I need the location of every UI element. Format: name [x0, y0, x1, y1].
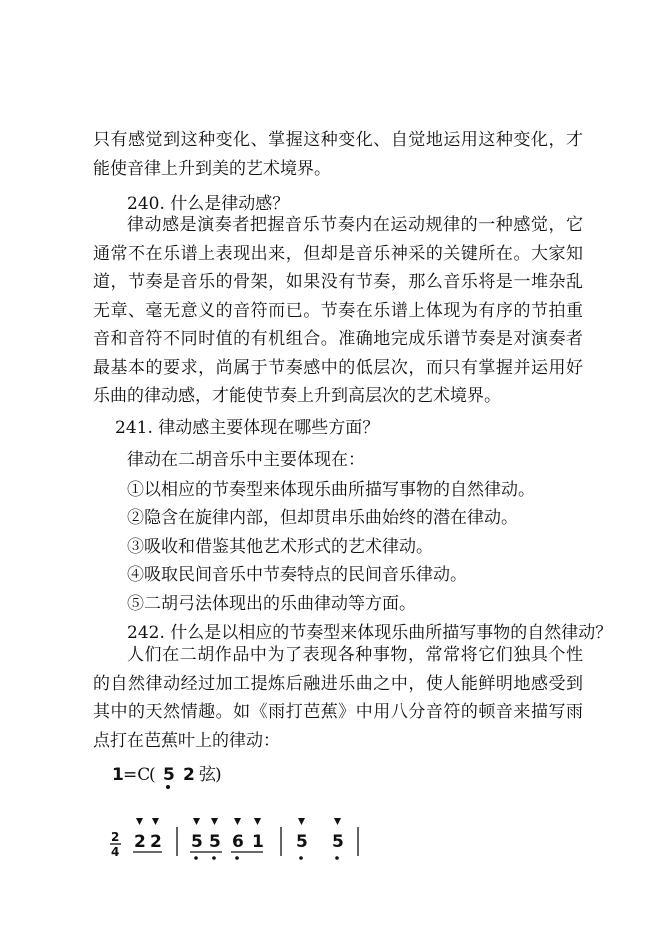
low-octave-dot: [335, 856, 339, 860]
key-string-note-2: 2: [183, 765, 195, 785]
list-item: ⑤二胡弓法体现出的乐曲律动等方面。: [127, 594, 416, 614]
low-octave-dot: [235, 856, 239, 860]
question-240: 240. 什么是律动感？: [127, 194, 290, 214]
time-signature: [110, 830, 121, 859]
key-equals-c: =C: [123, 765, 151, 785]
time-signature-bottom: 4: [111, 845, 120, 859]
note: 2: [134, 832, 146, 852]
note: 5: [296, 832, 308, 852]
key-do: 1: [112, 765, 124, 785]
note: 1: [252, 832, 264, 852]
note: 5: [191, 832, 203, 852]
measure-2: [190, 818, 264, 860]
measure-1: [133, 818, 162, 852]
question-241: 241. 律动感主要体现在哪些方面？: [115, 418, 380, 438]
answer-240-paragraph: 律动感是演奏者把握音乐节奏内在运动规律的一种感觉，它通常不在乐谱上表现出来，但却是音乐神采的关键所在。大家知道，节奏是音乐的骨架，如果没有节奏，那么音乐将是一堆杂乱无章、毫无意义的音符而已。节奏在乐谱上体现为有序的节拍重音和音符不同时值的有机组合。准确地完成乐谱节奏是对演奏者最基本的要求，尚属于节奏感中的低层次，而只有掌握并运用好乐曲的律动感，才能使节奏上升到高层次的艺术境界。: [93, 215, 583, 406]
key-close-paren: ): [215, 765, 222, 785]
staccato-mark: [234, 818, 241, 825]
low-octave-dot: [166, 785, 170, 789]
intro-paragraph: 只有感觉到这种变化、掌握这种变化、自觉地运用这种变化，才能使音律上升到美的艺术境界。: [93, 130, 583, 179]
key-string-note-5: 5: [163, 765, 175, 785]
key-open-paren: (: [149, 765, 156, 785]
key-string-label: 弦: [199, 765, 216, 785]
staccato-mark: [334, 818, 341, 825]
time-signature-top: 2: [111, 830, 120, 844]
low-octave-dot: [212, 856, 216, 860]
list-item: ①以相应的节奏型来体现乐曲所描写事物的自然律动。: [127, 480, 535, 500]
list-item: ②隐含在旋律内部，但却贯串乐曲始终的潜在律动。: [127, 508, 518, 528]
list-item: ③吸收和借鉴其他艺术形式的艺术律动。: [127, 537, 433, 557]
low-octave-dot: [194, 856, 198, 860]
staccato-mark: [152, 818, 159, 825]
staccato-mark: [193, 818, 200, 825]
low-octave-dot: [299, 856, 303, 860]
note: 2: [150, 832, 162, 852]
list-item: ④吸取民间音乐中节奏特点的民间音乐律动。: [127, 565, 467, 585]
question-242: 242. 什么是以相应的节奏型来体现乐曲所描写事物的自然律动？: [127, 623, 613, 643]
answer-241-lead: 律动在二胡音乐中主要体现在：: [127, 450, 365, 470]
staccato-mark: [254, 818, 261, 825]
staccato-mark: [136, 818, 143, 825]
staccato-mark: [211, 818, 218, 825]
key-signature: [112, 765, 222, 789]
answer-242-paragraph: 人们在二胡作品中为了表现各种事物，常常将它们独具个性的自然律动经过加工提炼后融进乐曲之中，使人能鲜明地感受到其中的天然情趣。如《雨打芭蕉》中用八分音符的顿音来描写雨点打在芭蕉叶上的律动：: [93, 645, 583, 751]
note: 5: [209, 832, 221, 852]
staccato-mark: [298, 818, 305, 825]
note: 6: [232, 832, 244, 852]
note: 5: [332, 832, 344, 852]
measure-3: [296, 818, 344, 860]
